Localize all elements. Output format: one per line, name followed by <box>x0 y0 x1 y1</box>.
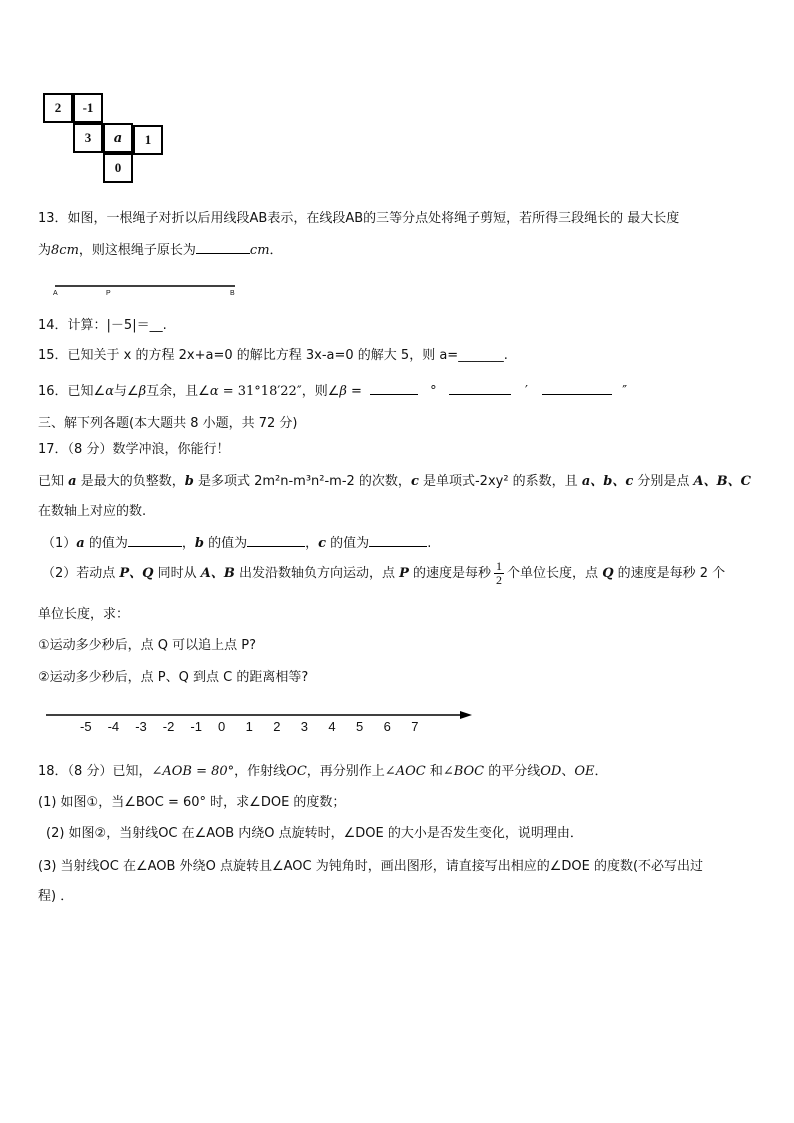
p1-b-text: 的值为 <box>203 536 248 551</box>
section-3-heading: 三、解下列各题(本大题共 8 小题，共 72 分) <box>38 416 298 431</box>
q16-second-sign: ″ <box>622 384 628 399</box>
q16 <box>38 380 627 399</box>
q17-sub2: ②运动多少秒后，点 P、Q 到点 C 的距离相等? <box>38 670 309 685</box>
axis-tick-label: -2 <box>162 719 175 734</box>
axis-tick-label: 0 <box>218 719 226 734</box>
q13-length: 8cm <box>51 243 79 258</box>
q13-mid: ，则这根绳子原长为 <box>78 243 196 258</box>
label-a: A <box>53 290 58 297</box>
q16-minute-sign: ′ <box>524 384 528 399</box>
fraction-one-half <box>494 560 504 587</box>
p2-p: P <box>399 566 409 581</box>
q16-eq2: = <box>346 384 362 399</box>
q18-t1: ，作射线 <box>234 764 287 779</box>
q16-beta2: β <box>339 384 347 399</box>
q16-degree-blank[interactable] <box>370 382 418 395</box>
p1-a: a <box>76 536 85 551</box>
axis-tick-label: 2 <box>273 719 281 734</box>
q17-l1-d: 是单项式-2xy² 的系数，且 <box>418 474 582 489</box>
p1-b: b <box>194 536 204 551</box>
net-cell-2: -1 <box>73 93 103 123</box>
p2-q: Q <box>602 566 614 581</box>
axis-tick-label: 6 <box>383 719 391 734</box>
q16-degree-sign: ° <box>430 384 437 399</box>
p1-pre: （1） <box>42 536 77 551</box>
q18-angle-aob: ∠AOB = 80° <box>151 764 235 779</box>
axis-tick-label: -1 <box>190 719 202 734</box>
p1-a-blank[interactable] <box>128 534 182 547</box>
p2-pq: P、Q <box>119 566 154 581</box>
q13-end: ． <box>269 243 283 258</box>
q13-line2 <box>38 239 283 258</box>
q17-sub1: ①运动多少秒后，点 Q 可以追上点 P? <box>38 638 257 653</box>
q16-beta: β <box>138 384 147 399</box>
q18-part3-line1: (3) 当射线OC 在∠AOB 外绕O 点旋转且∠AOC 为钝角时，画出图形，请直接写出相应的∠DOE 的度数(不必写出过 <box>38 859 704 874</box>
q18-boc: ∠BOC <box>442 764 485 779</box>
q18-t2: ，再分别作上 <box>306 764 385 779</box>
var-a: a <box>68 474 77 489</box>
net-cell-1: 2 <box>43 93 73 123</box>
q18-t4: 的平分线 <box>484 764 541 779</box>
q13-answer-blank[interactable] <box>196 241 250 254</box>
q16-alpha: α <box>105 384 114 399</box>
q17-title: 17．（8 分）数学冲浪，你能行！ <box>38 442 230 457</box>
q16-alpha2: α <box>209 384 219 399</box>
q17-part2-line2: 单位长度，求： <box>38 607 130 622</box>
q18-pre: 18．（8 分）已知， <box>38 764 152 779</box>
p2-pre: （2）若动点 <box>42 566 120 581</box>
p2-end: 的速度是每秒 2 个 <box>613 566 726 581</box>
q17-part1: （1）a 的值为 ，b 的值为 ，c 的值为 . <box>42 536 432 551</box>
q17-l1-b: 是最大的负整数， <box>76 474 185 489</box>
q17-l1-a: 已知 <box>38 474 69 489</box>
axis-tick-label: 7 <box>411 719 419 734</box>
q17-line2: 在数轴上对应的数. <box>38 504 147 519</box>
q18-part1: (1) 如图①，当∠BOC = 60° 时，求∠DOE 的度数； <box>38 795 346 810</box>
q17-line1 <box>38 470 751 489</box>
q13-pre: 为 <box>38 243 52 258</box>
number-line-arrow <box>460 711 472 719</box>
q18-t6: ． <box>594 764 608 779</box>
frac-numerator: 1 <box>496 559 503 573</box>
label-p: P <box>106 290 111 297</box>
p2-mid: 同时从 <box>153 566 201 581</box>
var-c: c <box>410 474 419 489</box>
axis-tick-label: 1 <box>245 719 253 734</box>
q13-segment-figure <box>52 282 242 302</box>
q16-second-blank[interactable] <box>542 382 612 395</box>
axis-tick-label: 5 <box>356 719 364 734</box>
q15: 15．已知关于 x 的方程 2x+a=0 的解比方程 3x-a=0 的解大 5，则 a=_______. <box>38 348 508 363</box>
axis-tick-label: 3 <box>300 719 309 734</box>
axis-tick-label: -5 <box>80 719 92 734</box>
var-b: b <box>184 474 194 489</box>
q18-aoc: ∠AOC <box>384 764 426 779</box>
axis-tick-label: -4 <box>107 719 120 734</box>
q16-pre: 16．已知∠ <box>38 384 106 399</box>
p1-a-text: 的值为 <box>84 536 128 551</box>
q16-mid2: 互余，且∠ <box>146 384 210 399</box>
q18-oc: OC <box>286 764 307 779</box>
net-cell-5: 1 <box>133 125 163 155</box>
q17-l1-f: 分别是点 <box>633 474 694 489</box>
q18-title <box>38 760 608 779</box>
q16-minute-blank[interactable] <box>449 382 511 395</box>
points-abc: A、B、C <box>693 474 751 489</box>
q14: 14．计算：|－5|＝__. <box>38 318 167 333</box>
q16-mid1: 与∠ <box>113 384 139 399</box>
q18-od: OD <box>540 764 562 779</box>
q18-oe: OE <box>574 764 595 779</box>
p1-b-blank[interactable] <box>247 534 305 547</box>
p1-c: c <box>318 536 327 551</box>
net-cell-6: 0 <box>103 153 133 183</box>
p2-mid2: 出发沿数轴负方向运动，点 <box>234 566 400 581</box>
q18-t5: 、 <box>561 764 575 779</box>
net-cell-4: a <box>103 123 133 153</box>
q17-part2 <box>42 560 725 587</box>
q18-part2: (2) 如图②，当射线OC 在∠AOB 内绕O 点旋转时，∠DOE 的大小是否发生变化，说明理由． <box>46 826 583 841</box>
axis-tick-label: 4 <box>328 719 336 734</box>
q16-mid3: ，则∠ <box>301 384 340 399</box>
p2-mid3: 的速度是每秒 <box>408 566 492 581</box>
vars-abc: a、b、c <box>581 474 634 489</box>
frac-denominator: 2 <box>496 573 503 587</box>
q17-l1-c: 是多项式 2m²n-m³n²-m-2 的次数， <box>193 474 411 489</box>
axis-tick-label: -3 <box>135 719 147 734</box>
q16-value: = 31°18′22″ <box>218 384 302 399</box>
q18-t3: 和 <box>425 764 443 779</box>
q13-unit: cm <box>249 243 270 258</box>
label-b: B <box>230 290 235 297</box>
p1-c-blank[interactable] <box>369 534 427 547</box>
q13-line1: 13．如图，一根绳子对折以后用线段AB表示，在线段AB的三等分点处将绳子剪短，若所得三段绳长的 最大长度 <box>38 211 680 226</box>
p2-mid4: 个单位长度，点 <box>507 566 603 581</box>
q18-part3-line2: 程) ． <box>38 889 74 904</box>
p1-c-text: 的值为 <box>326 536 370 551</box>
net-cell-3: 3 <box>73 123 103 153</box>
p2-ab: A、B <box>200 566 235 581</box>
